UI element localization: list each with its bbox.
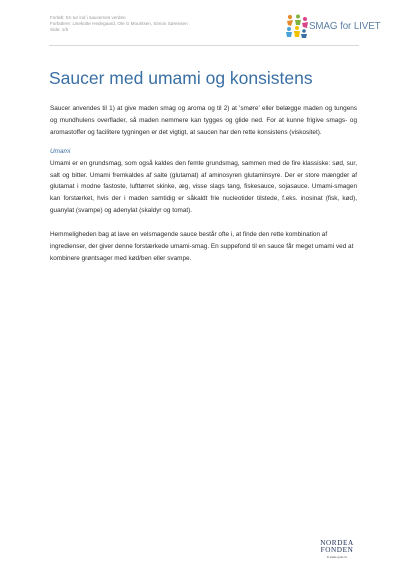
umami-paragraph: Umami er en grundsmag, som også kaldes den femte grundsmag, sammen med de fire klassiske: sød, sur, salt og bitter. Umami fremkaldes af salte (glutamat) af aminosyren glutaminsyre. Der er store mængder af glutamat i modne fastoste, lufttørret skinke, æg, visse slags tang, fiskesauce, sojasauce. Umami-smagen kan forstærket, hvis der i maden samtidig er såkaldt frie nucleotider tilstede, f.eks. inosinat (fisk, kød), guanylat (svampe) og adenylat (skaldyr og tomat). xyxy=(50,159,357,215)
logo-text: SMAG for LIVET xyxy=(309,21,381,32)
body-content xyxy=(50,103,357,265)
intro-paragraph: Saucer anvendes til 1) at give maden smag og aroma og til 2) at 'smøre' eller belægge maden og tungens og mundhulens overflader, så maden nemmere kan tygges og glide ned. For at kunne frigive smags- og aromastoffer og facilitere tygningen er det vigtigt, at saucen har den rette konsistens (viskositet). xyxy=(50,105,357,136)
header-divider xyxy=(49,45,359,46)
meta-course: Forløb: En tur ind i saucernes verden xyxy=(50,15,126,20)
logo-name-line-1: NORDEA xyxy=(320,539,354,547)
meta-page: Side: 1/5 xyxy=(50,27,69,33)
logo-people-icon xyxy=(284,13,310,39)
secret-paragraph: Hemmeligheden bag at lave en velsmagende sauce består ofte i, at finde den rette kombination af ingredienser, der giver denne forstærkede umami-smag. En suppefond til en sauce får meget umami ved at kombinere grøntsager med kød/ben eller svampe. xyxy=(50,231,354,262)
logo-name-line-2: FONDEN xyxy=(320,546,354,554)
meta-authors: Forfattere: Lisekotte Hedegaard, Ole G Mouritsen, Simon Sørensen xyxy=(50,21,188,27)
logo-tagline: til støtte gode liv xyxy=(326,555,348,559)
document-meta xyxy=(50,15,188,34)
umami-subheading: Umami xyxy=(50,147,71,155)
smag-for-livet-logo xyxy=(284,13,381,41)
nordea-fonden-logo xyxy=(315,540,359,559)
page-title: Saucer med umami og konsistens xyxy=(49,68,313,88)
